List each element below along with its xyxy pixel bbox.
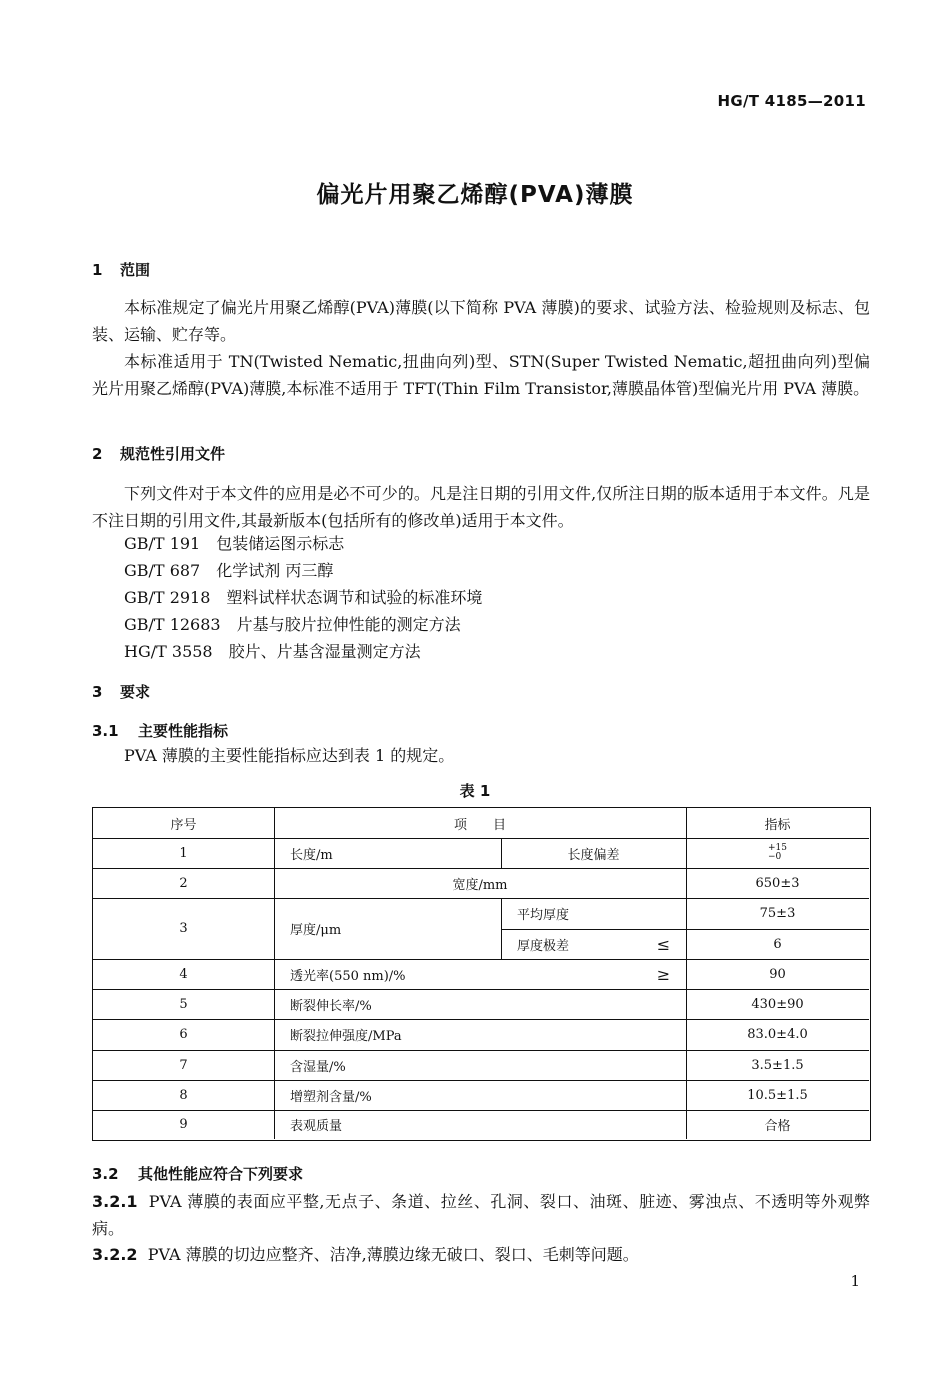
table-cell-seq: 5: [179, 996, 188, 1012]
section-2-heading: [92, 443, 225, 464]
reference-title: 化学试剂 丙三醇: [216, 561, 334, 580]
table-cell-item: 增塑剂含量/%: [290, 1089, 372, 1105]
section-number: 1: [92, 261, 103, 279]
section-title: 要求: [120, 683, 151, 701]
table-cell-item: 宽度/mm: [452, 877, 508, 893]
tolerance-upper: +15: [768, 843, 787, 853]
table-cell-subitem: 厚度极差: [517, 938, 570, 954]
table-cell-value: 650±3: [755, 875, 800, 891]
table-cell-item: 厚度/μm: [290, 923, 342, 938]
clause-3-2-2: [92, 1241, 870, 1268]
table-cell-seq: 1: [179, 845, 188, 861]
clause-number: 3.2.2: [92, 1245, 138, 1264]
less-equal-symbol: ≤: [656, 934, 671, 954]
table-cell-seq: 9: [179, 1117, 188, 1132]
reference-code: GB/T 12683: [124, 615, 221, 634]
standard-code: HG/T 4185—2011: [717, 92, 866, 110]
tolerance-value: [768, 844, 787, 862]
section-1-paragraph-2: 本标准适用于 TN(Twisted Nematic,扭曲向列)型、STN(Super Twisted Nematic,超扭曲向列)型偏光片用聚乙烯醇(PVA)薄膜,本标准不适用于 TFT(Thin Film Transistor,薄膜晶体管)型偏光片用 PVA 薄膜。: [92, 352, 870, 398]
table-header-item: 项 目: [453, 817, 506, 833]
greater-equal-symbol: ≥: [656, 964, 671, 984]
section-title: 规范性引用文件: [120, 445, 226, 463]
table-cell-value: [686, 838, 869, 868]
table-cell-value: 6: [773, 936, 782, 952]
reference-item: [124, 640, 421, 664]
section-number: 2: [92, 445, 103, 463]
section-1-heading: [92, 259, 150, 280]
tolerance-lower: −0: [768, 852, 782, 862]
section-3-heading: [92, 681, 150, 702]
subsection-3-1-heading: [92, 720, 228, 741]
reference-code: GB/T 687: [124, 561, 201, 580]
section-2-paragraph: 下列文件对于本文件的应用是必不可少的。凡是注日期的引用文件,仅所注日期的版本适用于本文件。凡是不注日期的引用文件,其最新版本(包括所有的修改单)适用于本文件。: [92, 484, 870, 530]
table-cell-seq: 4: [179, 966, 188, 982]
table-cell-item: 断裂伸长率/%: [290, 998, 372, 1014]
table-cell-value: 合格: [764, 1119, 791, 1134]
table-cell-item: 含湿量/%: [290, 1059, 346, 1075]
table-cell-item: 透光率(550 nm)/%: [290, 968, 406, 984]
table-cell-value: 75±3: [759, 906, 796, 921]
table-caption: 表 1: [459, 782, 491, 800]
table-header-seq: 序号: [170, 817, 197, 833]
subsection-3-1-text: PVA 薄膜的主要性能指标应达到表 1 的规定。: [124, 746, 455, 765]
reference-title: 片基与胶片拉伸性能的测定方法: [236, 615, 461, 634]
table-cell-value: 10.5±1.5: [747, 1087, 808, 1103]
table-cell-seq: 2: [179, 875, 188, 891]
table-cell-value: 3.5±1.5: [751, 1057, 804, 1073]
table-cell-item: 断裂拉伸强度/MPa: [290, 1029, 402, 1044]
section-number: 3: [92, 683, 103, 701]
subsection-3-2-heading: [92, 1163, 303, 1184]
subsection-title: 主要性能指标: [138, 722, 229, 740]
clause-text: PVA 薄膜的表面应平整,无点子、条道、拉丝、孔洞、裂口、油斑、脏迹、雾浊点、不透明等外观弊病。: [92, 1192, 870, 1238]
subsection-number: 3.1: [92, 722, 119, 740]
table-cell-value: 90: [769, 966, 786, 982]
clause-number: 3.2.1: [92, 1192, 138, 1211]
reference-title: 胶片、片基含湿量测定方法: [228, 642, 421, 661]
clause-3-2-1: [92, 1188, 870, 1242]
table-cell-value: 430±90: [751, 996, 804, 1012]
reference-item: [124, 586, 482, 610]
reference-code: GB/T 2918: [124, 588, 211, 607]
table-cell-item: 表观质量: [290, 1119, 343, 1134]
section-1-paragraph-1: 本标准规定了偏光片用聚乙烯醇(PVA)薄膜(以下简称 PVA 薄膜)的要求、试验方法、检验规则及标志、包装、运输、贮存等。: [92, 298, 870, 344]
table-cell-subitem: 平均厚度: [517, 908, 570, 923]
section-title: 范围: [120, 261, 151, 279]
reference-code: HG/T 3558: [124, 642, 213, 661]
page-number: 1: [850, 1272, 860, 1290]
clause-text: PVA 薄膜的切边应整齐、洁净,薄膜边缘无破口、裂口、毛刺等问题。: [147, 1245, 639, 1264]
table-header-value: 指标: [764, 817, 791, 833]
table-cell-value: 83.0±4.0: [747, 1027, 808, 1042]
page-title: 偏光片用聚乙烯醇(PVA)薄膜: [316, 182, 634, 208]
reference-item: [124, 532, 344, 556]
reference-code: GB/T 191: [124, 534, 201, 553]
table-cell-subitem: 长度偏差: [567, 847, 620, 863]
table-cell-seq: 6: [179, 1027, 188, 1042]
reference-item: [124, 613, 461, 637]
table-cell-seq: 3: [179, 921, 188, 936]
table-cell-seq: 8: [179, 1087, 188, 1103]
reference-item: [124, 559, 333, 583]
reference-title: 塑料试样状态调节和试验的标准环境: [226, 588, 483, 607]
reference-title: 包装储运图示标志: [216, 534, 345, 553]
subsection-title: 其他性能应符合下列要求: [138, 1165, 304, 1183]
performance-table: [92, 807, 871, 1141]
table-cell-seq: 7: [179, 1057, 188, 1073]
subsection-number: 3.2: [92, 1165, 119, 1183]
table-cell-item: 长度/m: [290, 847, 333, 863]
